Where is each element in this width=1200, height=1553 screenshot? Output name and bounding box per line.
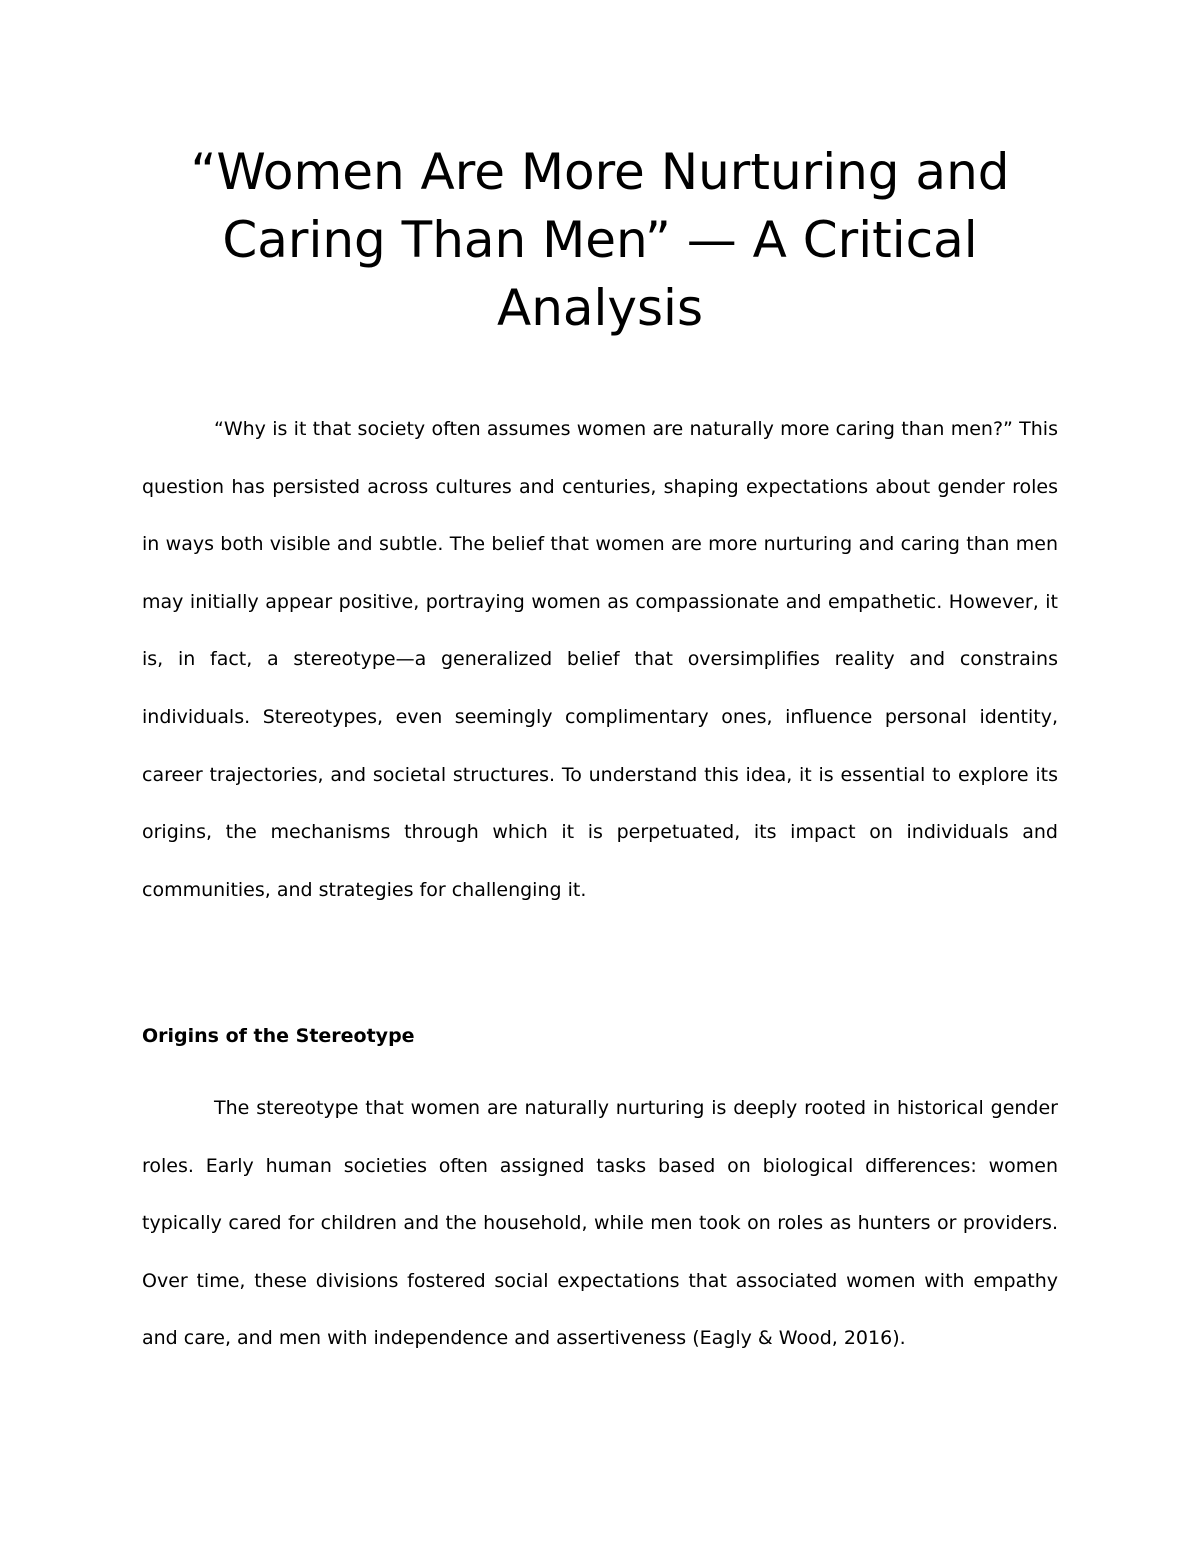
section-paragraph-origins: The stereotype that women are naturally nurturing is deeply rooted in historical gender roles. Early human societies often assigned tasks based on biological differences: women typically cared for children and the household, while men took on roles as hunters or providers. Over time, these divisions fostered social expectations that associated women with empathy and care, and men with independence and assertiveness (Eagly & Wood, 2016). [142,1097,1058,1350]
document-title: “Women Are More Nurturing and Caring Than Men” — A Critical Analysis [190,143,1010,337]
section-heading-origins: Origins of the Stereotype [142,1025,415,1047]
intro-paragraph: “Why is it that society often assumes women are naturally more caring than men?” This question has persisted across cultures and centuries, shaping expectations about gender roles in ways both visible and subtle. The belief that women are more nurturing and caring than men may initially appear positive, portraying women as compassionate and empathetic. However, it is, in fact, a stereotype—a generalized belief that oversimplifies reality and constrains individuals. Stereotypes, even seemingly complimentary ones, influence personal identity, career trajectories, and societal structures. To understand this idea, it is essential to explore its origins, the mechanisms through which it is perpetuated, its impact on individuals and communities, and strategies for challenging it. [142,418,1058,901]
